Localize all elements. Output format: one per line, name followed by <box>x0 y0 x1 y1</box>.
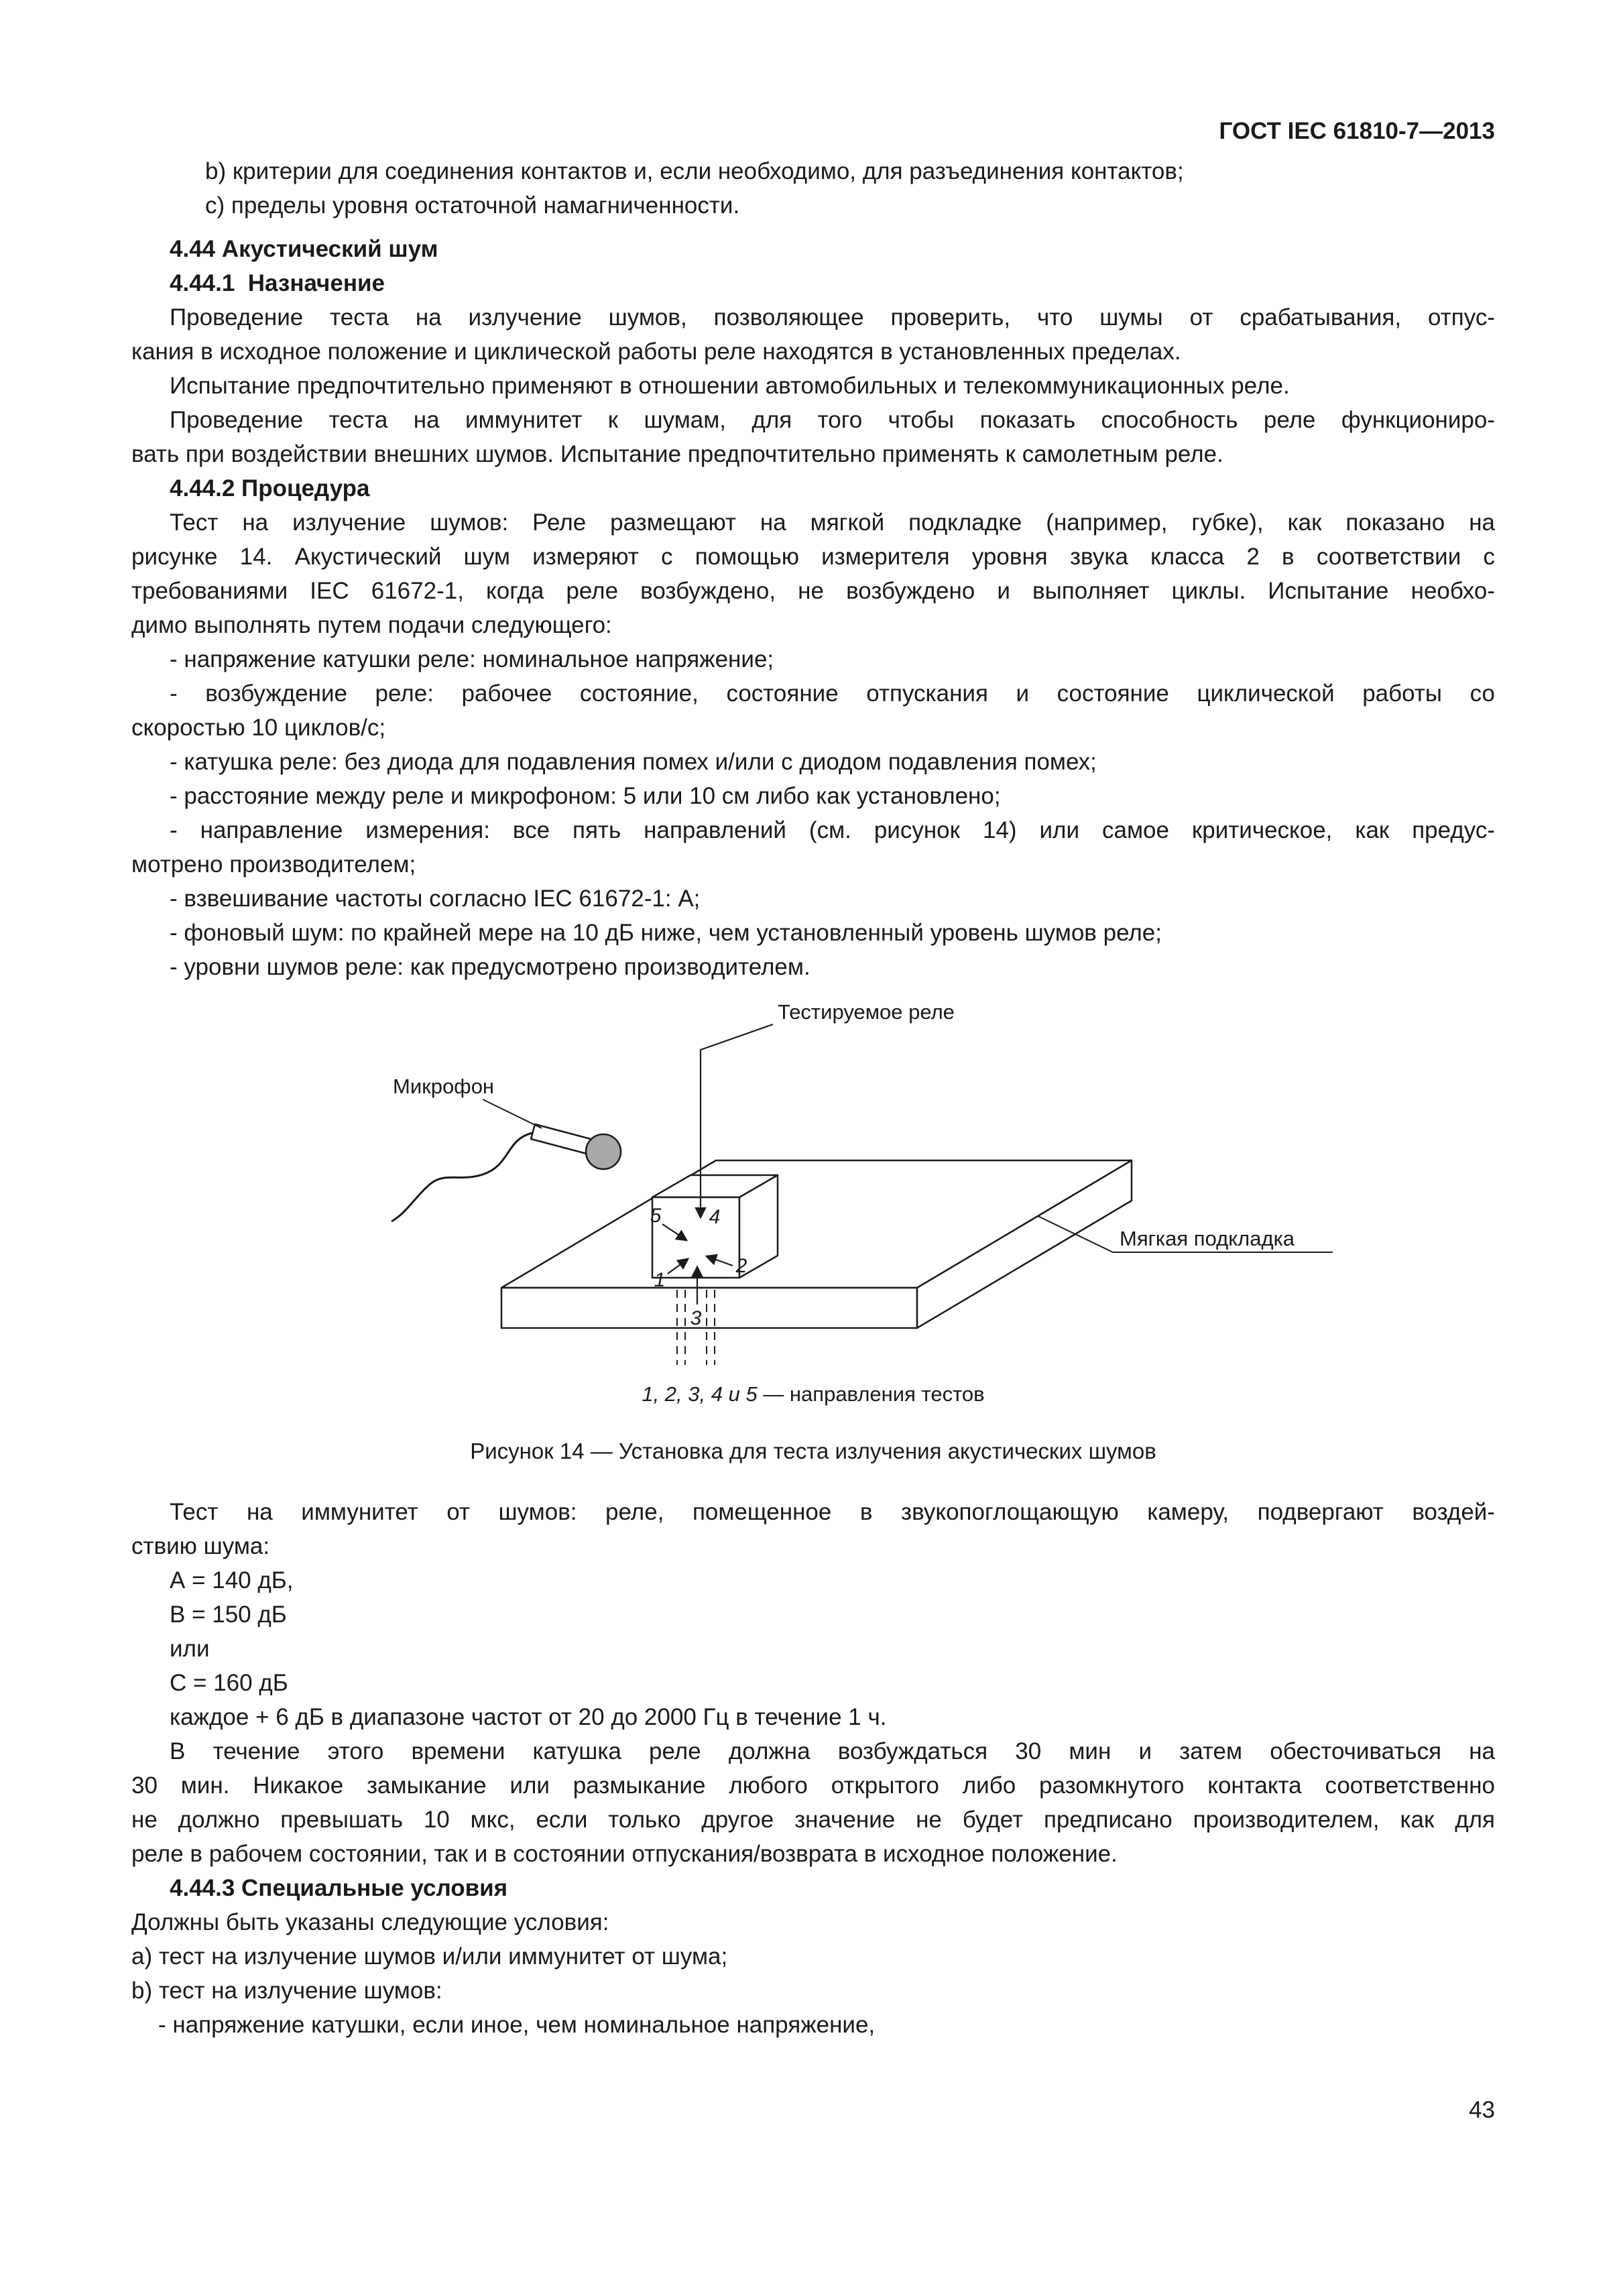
figure-key <box>131 1380 1495 1409</box>
text-line: не должно превышать 10 мкс, если только другое значение не будет предписано производителем, как для <box>131 1807 1495 1833</box>
figure-key-text: — направления тестов <box>757 1382 985 1406</box>
text-line: Проведение теста на иммунитет к шумам, для того чтобы показать способность реле функциониро- <box>170 407 1495 433</box>
soft-pad <box>501 1160 1132 1328</box>
relay-front-face <box>652 1197 739 1278</box>
text-line: димо выполнять путем подачи следующего: <box>131 612 612 638</box>
paragraph-conditions <box>131 1905 1495 1939</box>
text-line: - возбуждение реле: рабочее состояние, состояние отпускания и состояние циклической работы со <box>170 680 1495 707</box>
direction-2-number: 2 <box>735 1255 747 1277</box>
list-item-dash <box>131 813 1495 882</box>
label-microphone: Микрофон <box>393 1075 495 1098</box>
microphone-cable <box>392 1133 532 1221</box>
direction-3-number: 3 <box>690 1307 702 1329</box>
text-line: кания в исходное положение и циклической работы реле находятся в установленных пределах. <box>131 339 1181 365</box>
text-line: - напряжение катушки реле: номинальное напряжение; <box>170 646 774 672</box>
text-line: a) тест на излучение шумов и/или иммунитет от шума; <box>131 1943 728 1970</box>
value-line-range <box>131 1700 1495 1734</box>
text-line: Тест на иммунитет от шумов: реле, помещенное в звукопоглощающую камеру, подвергают воздей- <box>170 1499 1495 1525</box>
text-line: или <box>170 1636 210 1662</box>
text-line: реле в рабочем состоянии, так и в состоянии отпускания/возврата в исходное положение. <box>131 1841 1118 1867</box>
text-line: скоростью 10 циклов/с; <box>131 715 386 741</box>
list-item-dash <box>131 882 1495 916</box>
text-line: b) тест на излучение шумов: <box>131 1978 442 2004</box>
text-line: - уровни шумов реле: как предусмотрено производителем. <box>170 954 810 980</box>
paragraph-purpose-1 <box>131 300 1495 369</box>
figure-14-drawing <box>367 989 1339 1378</box>
microphone <box>392 1099 621 1221</box>
text-line: Тест на излучение шумов: Реле размещают на мягкой подкладке (например, губке), как показано на <box>170 509 1495 536</box>
list-item-c <box>131 188 1495 223</box>
page-content <box>131 154 1495 2042</box>
direction-1-number: 1 <box>654 1269 666 1291</box>
text-line: ствию шума: <box>131 1533 270 1559</box>
paragraph-purpose-3 <box>131 403 1495 471</box>
text-line: 4.44.3 Специальные условия <box>170 1875 508 1901</box>
label-soft-pad: Мягкая подкладка <box>1120 1227 1295 1250</box>
heading-4-44-3 <box>131 1871 1495 1905</box>
list-item-dash <box>131 745 1495 779</box>
text-line: - фоновый шум: по крайней мере на 10 дБ ниже, чем установленный уровень шумов реле; <box>170 920 1162 946</box>
figure-14 <box>131 989 1495 1467</box>
soft-pad-front-face <box>501 1288 917 1328</box>
microphone-body <box>531 1124 591 1154</box>
body-text-top <box>131 154 1495 984</box>
list-item-a <box>131 1939 1495 1974</box>
value-line-a <box>131 1563 1495 1597</box>
paragraph-immunity <box>131 1495 1495 1563</box>
microphone-label-leader <box>483 1099 542 1128</box>
list-item-dash <box>131 916 1495 950</box>
paragraph-procedure <box>131 505 1495 642</box>
text-line: В течение этого времени катушка реле должна возбуждаться 30 мин и затем обесточиваться на <box>170 1738 1495 1764</box>
figure-caption: Рисунок 14 — Установка для теста излучения акустических шумов <box>470 1439 1156 1463</box>
text-line: - взвешивание частоты согласно IEC 61672-1: А; <box>170 886 701 912</box>
heading-4-44 <box>131 232 1495 266</box>
list-item-dash <box>131 950 1495 984</box>
document-number: ГОСТ IEC 61810-7—2013 <box>1219 118 1495 144</box>
text-line: 4.44.1 Назначение <box>170 270 385 296</box>
text-line: 4.44.2 Процедура <box>170 475 370 501</box>
text-line: В = 150 дБ <box>170 1602 287 1628</box>
label-relay-under-test: Тестируемое реле <box>778 1000 955 1024</box>
value-line-or <box>131 1632 1495 1666</box>
body-text-bottom <box>131 1495 1495 2042</box>
text-line: требованиями IEC 61672-1, когда реле возбуждено, не возбуждено и выполняет циклы. Испытание необхо- <box>131 578 1495 604</box>
text-line: 4.44 Акустический шум <box>170 236 438 262</box>
list-item-b2 <box>131 1974 1495 2008</box>
list-item-dash <box>131 2008 1495 2042</box>
value-line-c <box>131 1666 1495 1700</box>
text-line: Должны быть указаны следующие условия: <box>131 1909 609 1935</box>
text-line: каждое + 6 дБ в диапазоне частот от 20 до 2000 Гц в течение 1 ч. <box>170 1704 887 1730</box>
value-line-b <box>131 1597 1495 1632</box>
paragraph-timing <box>131 1734 1495 1871</box>
text-line: А = 140 дБ, <box>170 1567 294 1593</box>
paragraph-purpose-2 <box>131 369 1495 403</box>
text-line: c) пределы уровня остаточной намагниченности. <box>205 192 740 219</box>
text-line: - расстояние между реле и микрофоном: 5 или 10 см либо как установлено; <box>170 783 1001 809</box>
text-line: 30 мин. Никакое замыкание или размыкание любого открытого либо разомкнутого контакта соответственно <box>131 1772 1495 1799</box>
list-item-dash <box>131 676 1495 745</box>
heading-4-44-1 <box>131 266 1495 300</box>
direction-4-number: 4 <box>709 1206 721 1228</box>
text-line: мотрено производителем; <box>131 851 416 878</box>
text-line: - напряжение катушки, если иное, чем номинальное напряжение, <box>158 2012 876 2038</box>
text-line: Испытание предпочтительно применяют в отношении автомобильных и телекоммуникационных реле. <box>170 373 1290 399</box>
list-item-dash <box>131 642 1495 676</box>
list-item-b <box>131 154 1495 188</box>
text-line: Проведение теста на излучение шумов, позволяющее проверить, что шумы от срабатывания, отпус- <box>170 304 1495 330</box>
page-number: 43 <box>1469 2097 1495 2123</box>
text-line: С = 160 дБ <box>170 1670 288 1696</box>
heading-4-44-2 <box>131 471 1495 505</box>
text-line: вать при воздействии внешних шумов. Испытание предпочтительно применять к самолетным реле. <box>131 441 1223 467</box>
text-line: b) критерии для соединения контактов и, если необходимо, для разъединения контактов; <box>205 158 1184 184</box>
text-line: - направление измерения: все пять направлений (см. рисунок 14) или самое критическое, как предус- <box>170 817 1495 843</box>
direction-5-number: 5 <box>650 1205 662 1227</box>
text-line: - катушка реле: без диода для подавления помех и/или с диодом подавления помех; <box>170 749 1097 775</box>
list-item-dash <box>131 779 1495 813</box>
figure-key-numbers: 1, 2, 3, 4 и 5 <box>642 1382 758 1406</box>
text-line: рисунке 14. Акустический шум измеряют с помощью измерителя уровня звука класса 2 в соответствии с <box>131 544 1495 570</box>
microphone-head <box>586 1134 621 1169</box>
